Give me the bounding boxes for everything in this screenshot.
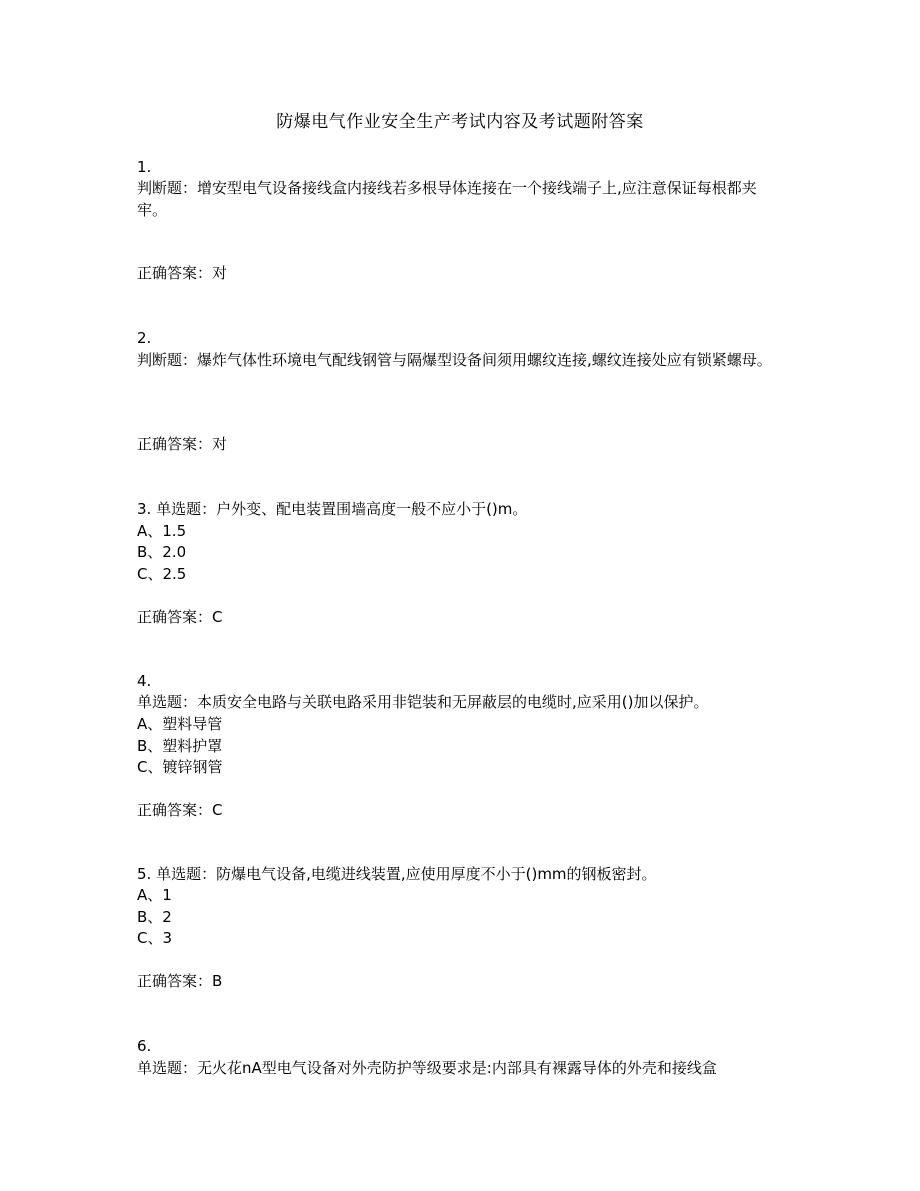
question-4-option-a: A、塑料导管 xyxy=(137,715,223,733)
question-4-option-b: B、塑料护罩 xyxy=(137,737,223,755)
question-4-option-c: C、镀锌钢管 xyxy=(137,758,223,776)
question-2-answer: 正确答案：对 xyxy=(137,435,228,453)
question-5-option-c: C、3 xyxy=(137,929,173,947)
question-6-number: 6. xyxy=(137,1037,152,1055)
question-3-header: 3. 单选题：户外变、配电装置围墙高度一般不应小于()m。 xyxy=(137,500,528,518)
question-5-option-a: A、1 xyxy=(137,886,172,904)
question-1-number: 1. xyxy=(137,158,152,176)
question-5-option-b: B、2 xyxy=(137,908,172,926)
question-2-number: 2. xyxy=(137,329,152,347)
question-3-option-c: C、2.5 xyxy=(137,565,187,583)
question-6-text: 单选题：无火花nA型电气设备对外壳防护等级要求是:内部具有裸露导体的外壳和接线盒 xyxy=(137,1059,717,1077)
question-3-option-a: A、1.5 xyxy=(137,522,187,540)
question-1-answer: 正确答案：对 xyxy=(137,264,228,282)
question-1-text: 判断题：增安型电气设备接线盒内接线若多根导体连接在一个接线端子上,应注意保证每根都夹牢。 xyxy=(137,179,757,219)
document-title: 防爆电气作业安全生产考试内容及考试题附答案 xyxy=(276,112,644,132)
question-2-text: 判断题：爆炸气体性环境电气配线钢管与隔爆型设备间须用螺纹连接,螺纹连接处应有锁紧螺母。 xyxy=(137,351,772,369)
question-4-text: 单选题：本质安全电路与关联电路采用非铠装和无屏蔽层的电缆时,应采用()加以保护。 xyxy=(137,693,709,711)
question-3-answer: 正确答案：C xyxy=(137,608,223,626)
question-5-answer: 正确答案：B xyxy=(137,972,223,990)
question-5-header: 5. 单选题：防爆电气设备,电缆进线装置,应使用厚度不小于()mm的钢板密封。 xyxy=(137,865,657,883)
question-4-number: 4. xyxy=(137,672,152,690)
question-3-option-b: B、2.0 xyxy=(137,543,187,561)
question-4-answer: 正确答案：C xyxy=(137,801,223,819)
